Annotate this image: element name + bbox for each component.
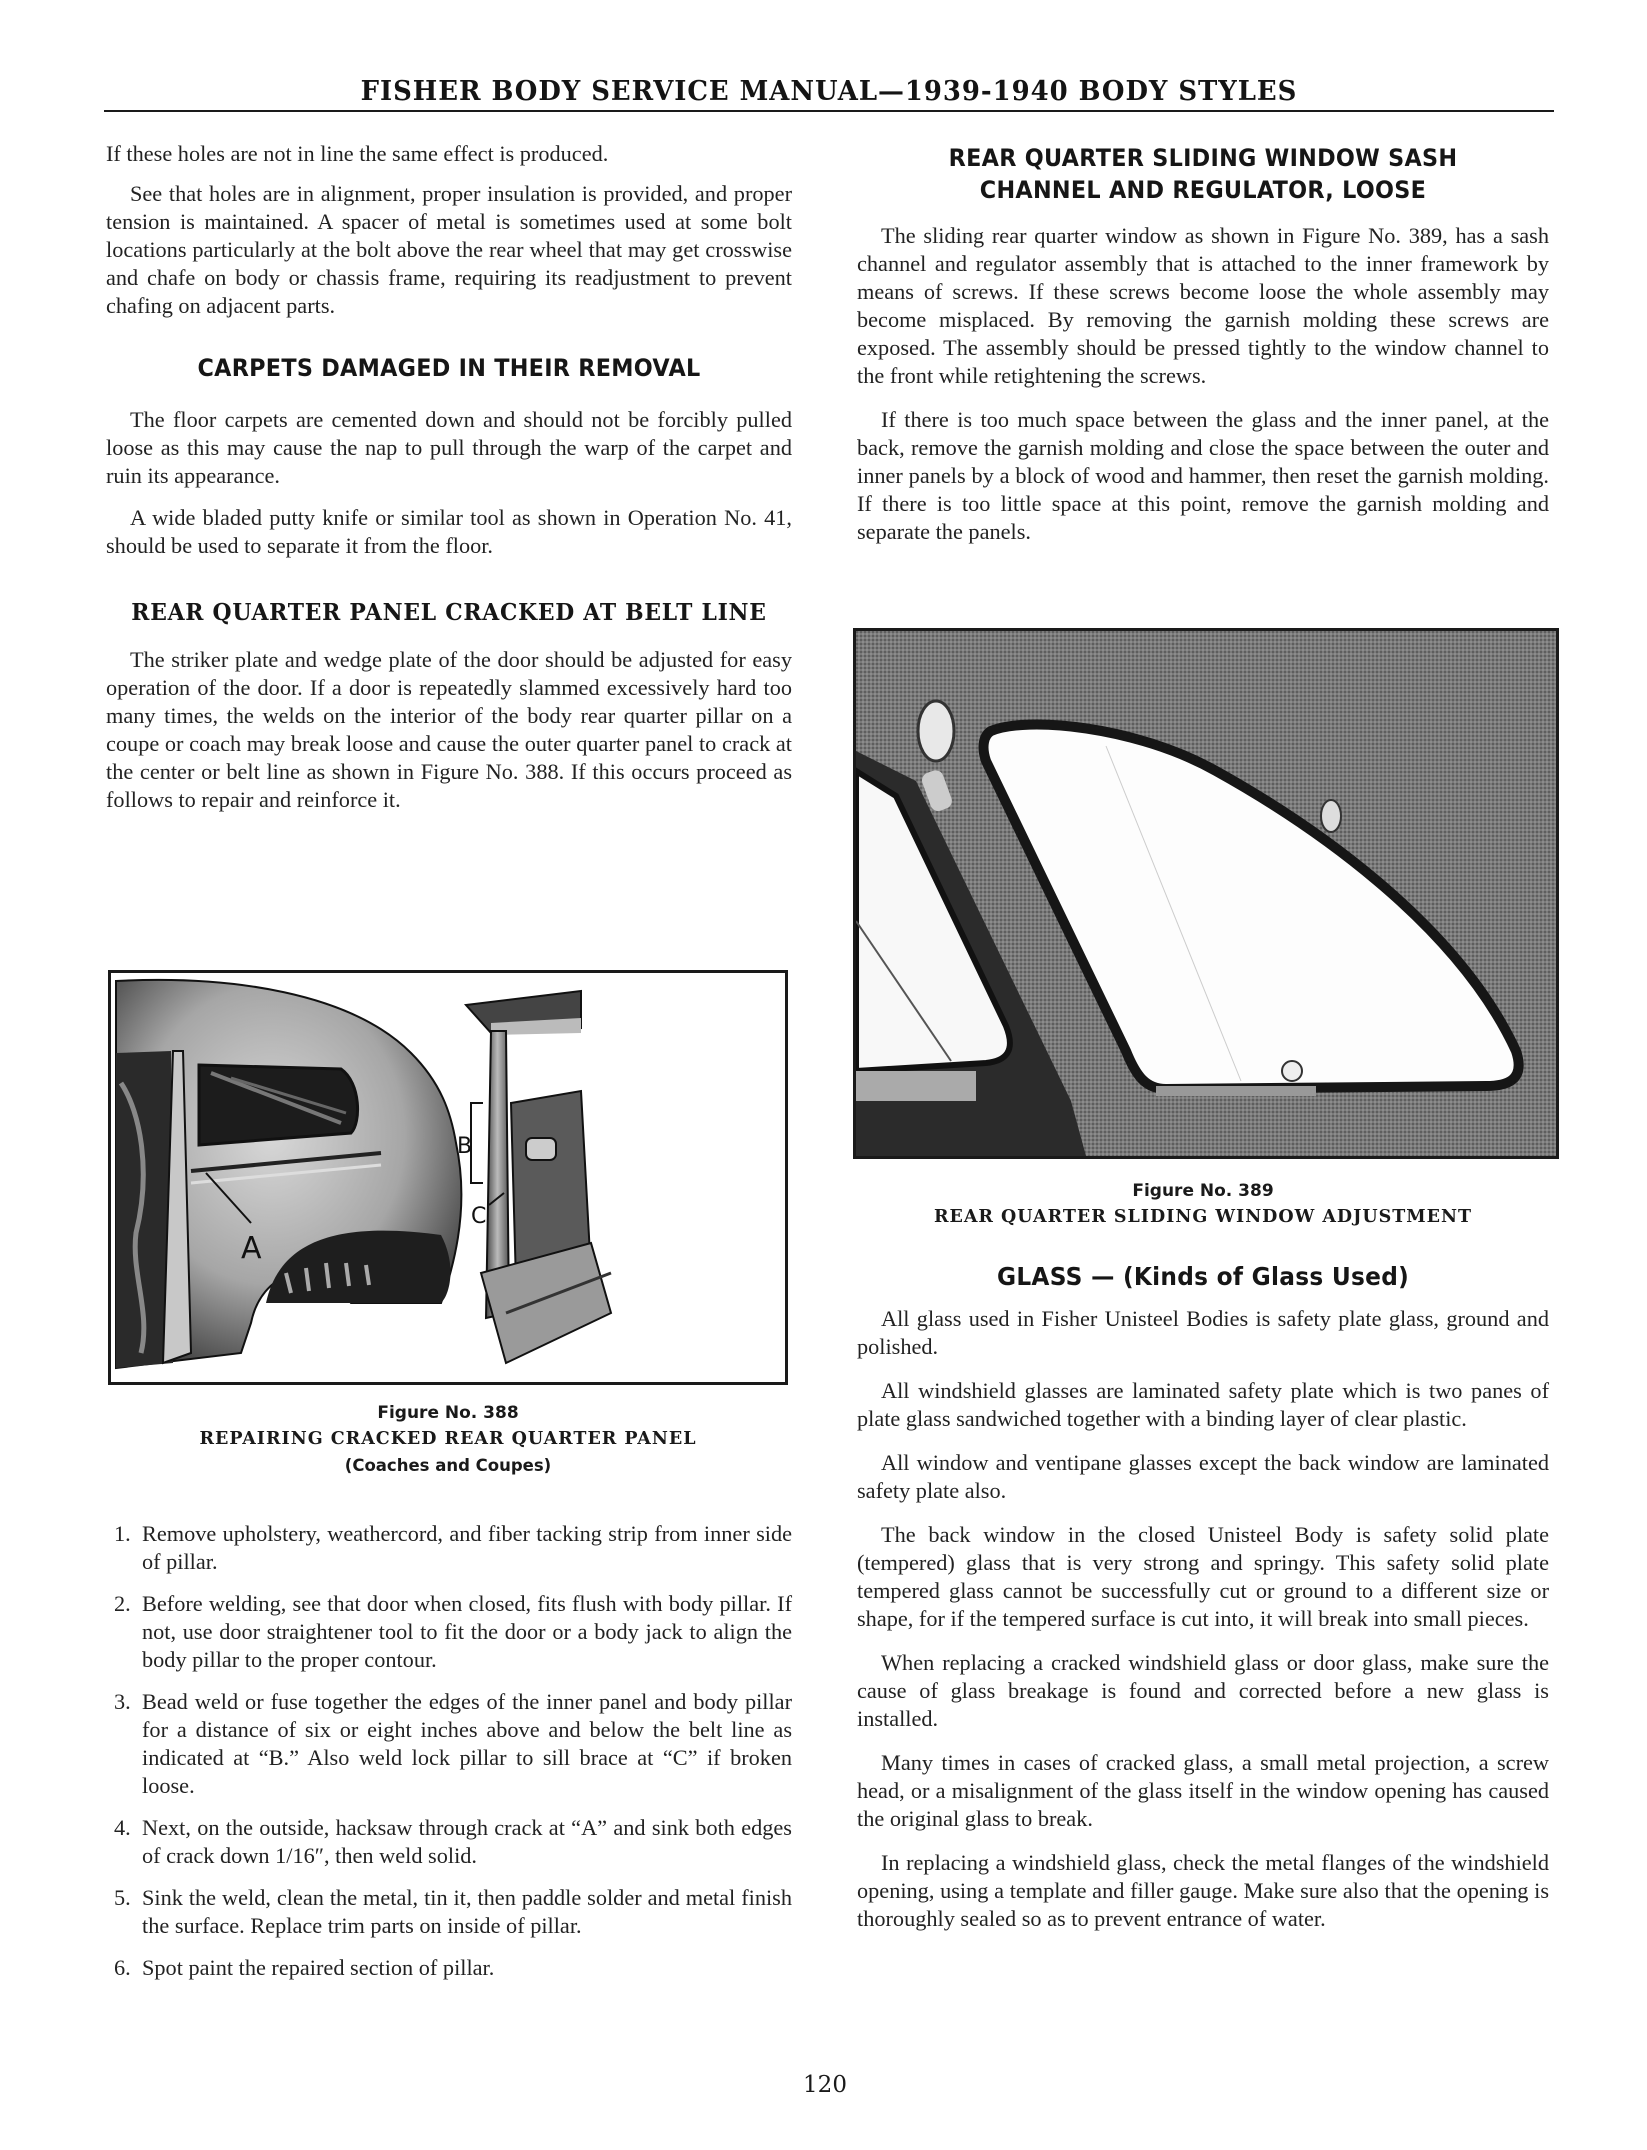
repair-steps: [106, 1520, 792, 1996]
rear-quarter-paragraph: The striker plate and wedge plate of the door should be adjusted for easy operation of the door. If a door is repeatedly slammed excessively hard too many times, the welds on the interior of the body rear quarter pillar on a coupe or coach may break loose and cause the outer quarter panel to crack at the center or belt line as shown in Figure No. 388. If this occurs proceed as follows to repair and reinforce it.: [106, 647, 792, 812]
glass-paragraph: The back window in the closed Unisteel Body is safety solid plate (tempered) glass that is very strong and springy. This safety solid plate tempered glass cannot be successfully cut or ground to a different size or shape, for if the tempered surface is cut into, it will break into small pieces.: [857, 1522, 1549, 1631]
figure-389-photo: [853, 628, 1559, 1159]
step-number: 6.: [114, 1955, 131, 1980]
step-number: 2.: [114, 1591, 131, 1616]
step-number: 5.: [114, 1885, 131, 1910]
step-item: [106, 1520, 792, 1576]
right-column-top: [857, 142, 1549, 546]
step-text: Bead weld or fuse together the edges of the inner panel and body pillar for a distance of six or eight inches above and below the belt line as indicated at “B.” Also weld lock pillar to sill brace at “C” if broken loose.: [142, 1689, 792, 1798]
step-text: Spot paint the repaired section of pillar.: [142, 1955, 495, 1980]
step-number: 1.: [114, 1521, 131, 1546]
glass-paragraph: All glass used in Fisher Unisteel Bodies is safety plate glass, ground and polished.: [857, 1306, 1549, 1359]
sliding-window-paragraph: The sliding rear quarter window as shown in Figure No. 389, has a sash channel and regulator assembly that is attached to the inner framework by means of screws. If these screws become loose the whole assembly may become misplaced. By removing the garnish molding these screws are exposed. The assembly should be pressed tightly to the window channel to the front while retightening the screws.: [857, 223, 1549, 388]
figure-label-a: A: [241, 1231, 262, 1266]
figure-389-number: Figure No. 389: [1132, 1181, 1274, 1201]
step-text: Remove upholstery, weathercord, and fiber tacking strip from inner side of pillar.: [142, 1521, 792, 1574]
glass-paragraph: All windshield glasses are laminated safety plate which is two panes of plate glass sandwiched together with a binding layer of clear plastic.: [857, 1378, 1549, 1431]
figure-388-title: REPAIRING CRACKED REAR QUARTER PANEL: [199, 1429, 697, 1449]
figure-389-caption: [853, 1178, 1553, 1231]
sliding-window-heading-line1: REAR QUARTER SLIDING WINDOW SASH: [948, 144, 1458, 172]
step-text: Next, on the outside, hacksaw through crack at “A” and sink both edges of crack down 1/16″, then weld solid.: [142, 1815, 792, 1868]
carpets-paragraph: The floor carpets are cemented down and should not be forcibly pulled loose as this may cause the nap to pull through the warp of the carpet and ruin its appearance.: [106, 407, 792, 488]
left-column-top: [106, 140, 792, 814]
page-number: 120: [803, 2072, 847, 2098]
step-item: [106, 1884, 792, 1940]
sliding-window-heading-line2: CHANNEL AND REGULATOR, LOOSE: [979, 176, 1427, 204]
figure-label-b: B: [457, 1134, 473, 1159]
figure-388-subtitle: (Coaches and Coupes): [344, 1456, 552, 1475]
sliding-window-paragraph: If there is too much space between the glass and the inner panel, at the back, remove the garnish molding and close the space between the outer and inner panels by a block of wood and hammer, then reset the garnish molding. If there is too little space at this point, remove the garnish molding and separate the panels.: [857, 407, 1549, 544]
figure-388-caption: [108, 1400, 788, 1479]
glass-section: [857, 1262, 1549, 1933]
step-number: 4.: [114, 1815, 131, 1840]
glass-paragraph: In replacing a windshield glass, check the metal flanges of the windshield opening, using a template and filler gauge. Make sure also that the opening is thoroughly sealed so as to prevent entrance of water.: [857, 1850, 1549, 1931]
car-quarter-panel-drawing: [111, 973, 785, 1382]
step-text: Before welding, see that door when closed, fits flush with body pillar. If not, use door straightener tool to fit the door or a body jack to align the body pillar to the proper contour.: [142, 1591, 792, 1672]
glass-heading: GLASS — (Kinds of Glass Used): [996, 1262, 1410, 1291]
intro-paragraph: See that holes are in alignment, proper insulation is provided, and proper tension is maintained. A spacer of metal is sometimes used at some bolt locations particularly at the bolt above the rear wheel that may get crosswise and chafe on body or chassis frame, requiring its readjustment to prevent chafing on adjacent parts.: [106, 181, 792, 318]
figure-label-c: C: [471, 1204, 487, 1229]
figure-388-illustration: [108, 970, 788, 1385]
figure-388-number: Figure No. 388: [377, 1403, 519, 1423]
intro-paragraph: If these holes are not in line the same effect is produced.: [106, 141, 609, 166]
header-rule: [104, 110, 1554, 112]
glass-paragraph: All window and ventipane glasses except the back window are laminated safety plate also.: [857, 1450, 1549, 1503]
step-text: Sink the weld, clean the metal, tin it, then paddle solder and metal finish the surface. Replace trim parts on inside of pillar.: [142, 1885, 792, 1938]
glass-paragraph: Many times in cases of cracked glass, a small metal projection, a screw head, or a misalignment of the glass itself in the window opening has caused the original glass to break.: [857, 1750, 1549, 1831]
carpets-heading: CARPETS DAMAGED IN THEIR REMOVAL: [197, 354, 701, 382]
step-item: [106, 1954, 792, 1982]
step-number: 3.: [114, 1689, 131, 1714]
running-head-title: FISHER BODY SERVICE MANUAL—1939-1940 BODY STYLES: [360, 76, 1298, 107]
step-item: [106, 1590, 792, 1674]
carpets-paragraph: A wide bladed putty knife or similar tool as shown in Operation No. 41, should be used to separate it from the floor.: [106, 505, 792, 558]
figure-389-title: REAR QUARTER SLIDING WINDOW ADJUSTMENT: [933, 1207, 1473, 1227]
repair-steps-list: [106, 1520, 792, 1982]
glass-paragraph: When replacing a cracked windshield glass or door glass, make sure the cause of glass breakage is found and corrected before a new glass is installed.: [857, 1650, 1549, 1731]
sliding-window-photo-drawing: [856, 631, 1556, 1156]
step-item: [106, 1688, 792, 1800]
step-item: [106, 1814, 792, 1870]
rear-quarter-heading: REAR QUARTER PANEL CRACKED AT BELT LINE: [131, 598, 767, 626]
